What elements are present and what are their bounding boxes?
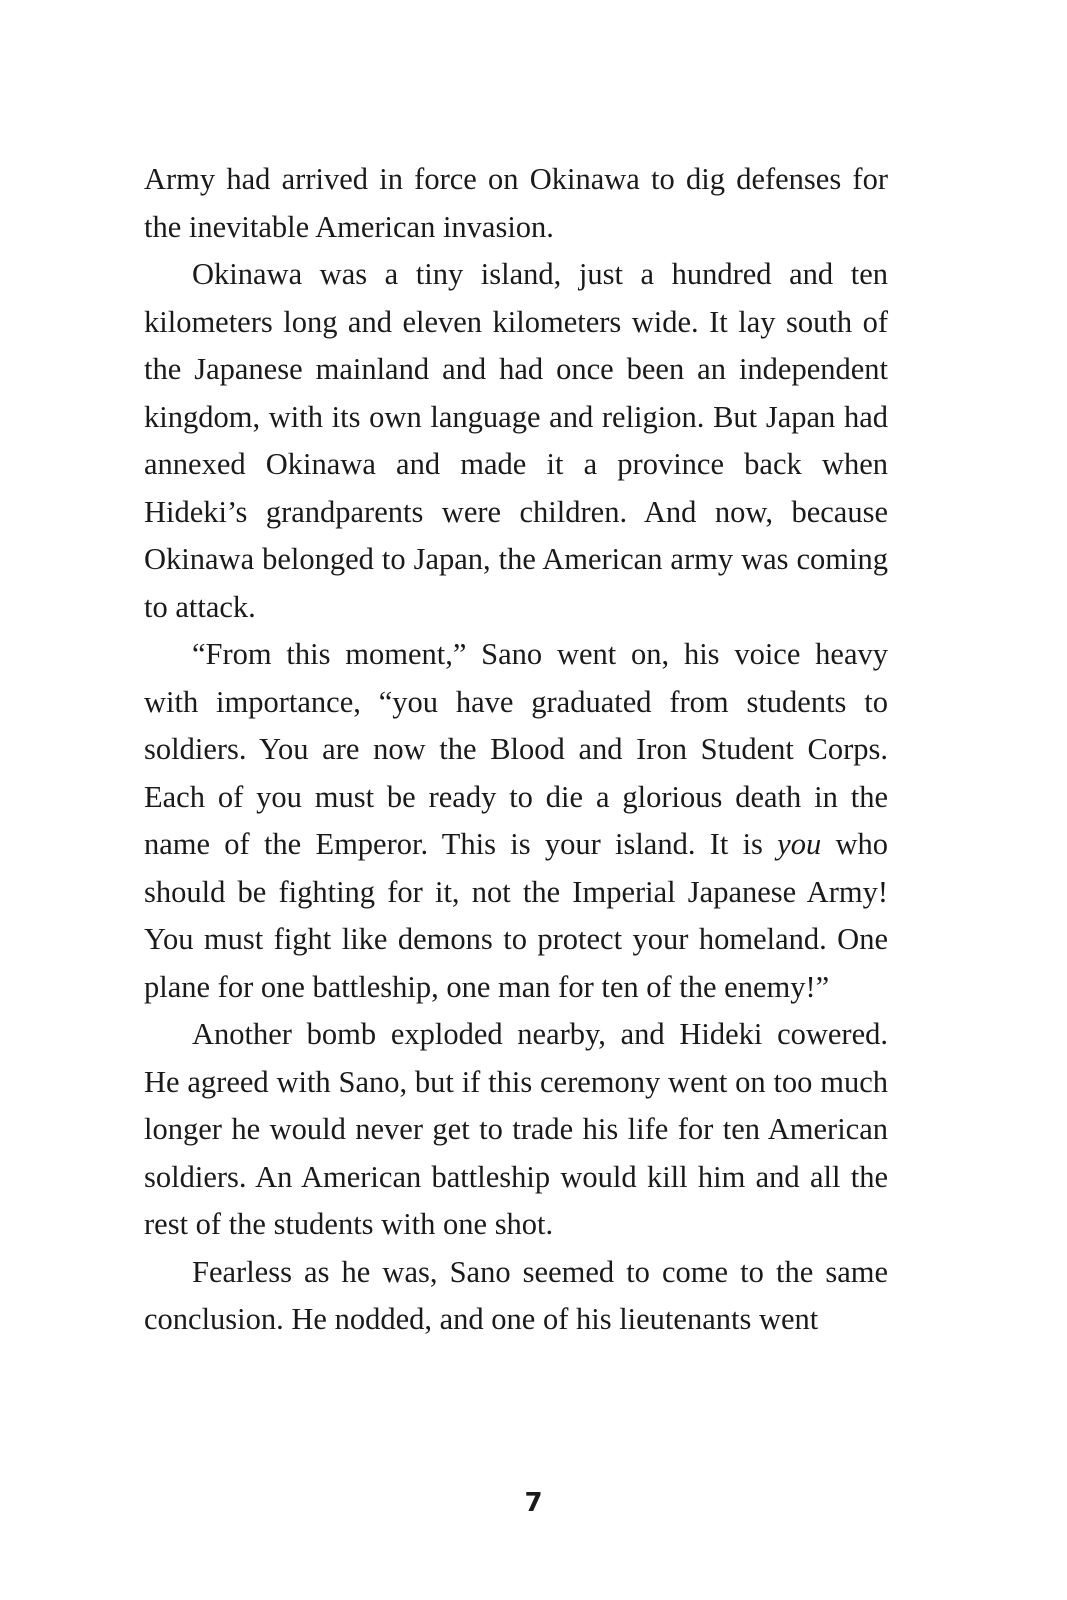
page-number: 7 xyxy=(524,1488,543,1518)
paragraph-1: Army had arrived in force on Okinawa to dig defenses for the inevitable American invasion. xyxy=(144,162,888,244)
paragraph-3-text-after: who should be fighting for it, not the Imperial Japanese Army! You must fight like demons to protect your homeland. One plane for one battleship, one man for ten of the enemy!” xyxy=(144,827,888,1004)
body-text xyxy=(144,156,888,1344)
emphasis-you: you xyxy=(777,827,822,861)
paragraph-4: Another bomb exploded nearby, and Hideki cowered. He agreed with Sano, but if this ceremony went on too much longer he would never get to trade his life for ten American soldiers. An American battleship would kill him and all the rest of the students with one shot. xyxy=(144,1017,888,1241)
paragraph-2: Okinawa was a tiny island, just a hundred and ten kilometers long and eleven kilometers wide. It lay south of the Japanese mainland and had once been an independent kingdom, with its own language and religion. But Japan had annexed Okinawa and made it a province back when Hideki’s grandparents were children. And now, because Okinawa belonged to Japan, the American army was coming to attack. xyxy=(144,257,888,624)
paragraph-3-text-before: “From this moment,” Sano went on, his voice heavy with importance, “you have graduated from students to soldiers. You are now the Blood and Iron Student Corps. Each of you must be ready to die a glorious death in the name of the Emperor. This is your island. It is xyxy=(144,637,888,861)
paragraph-3 xyxy=(144,631,888,1011)
paragraph-5: Fearless as he was, Sano seemed to come to the same conclusion. He nodded, and one of his lieutenants went xyxy=(144,1254,888,1336)
